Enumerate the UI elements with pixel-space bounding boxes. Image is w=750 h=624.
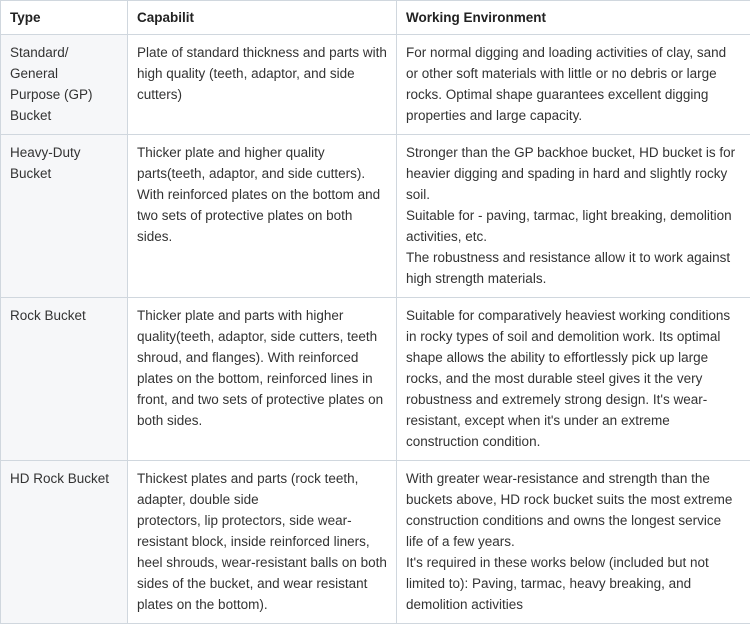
cell-capability <box>128 35 397 135</box>
table-row <box>1 298 750 461</box>
cell-text: The robustness and resistance allow it to work against high strength materials. <box>406 247 741 289</box>
table-row <box>1 135 750 298</box>
cell-text: Stronger than the GP backhoe bucket, HD bucket is for heavier digging and spading in hard and slightly rocky soil. <box>406 142 741 205</box>
table-header-row <box>1 1 750 35</box>
cell-type: Heavy-Duty Bucket <box>1 135 128 298</box>
cell-text: Suitable for comparatively heaviest working conditions in rocky types of soil and demolition work. Its optimal shape allows the ability to effortlessly pick up large rocks, and the most durable steel gives it the very robustness and extremely strong design. It's wear-resistant, except when it's under an extreme construction condition. <box>406 305 741 452</box>
cell-text: protectors, lip protectors, side wear-resistant block, inside reinforced liners, heel shrouds, wear-resistant balls on both sides of the bucket, and wear resistant plates on the bottom). <box>137 510 387 615</box>
cell-text: Thicker plate and higher quality parts(teeth, adaptor, and side cutters). With reinforced plates on the bottom and two sets of protective plates on both sides. <box>137 142 387 247</box>
cell-environment <box>397 135 750 298</box>
header-capability: Capabilit <box>128 1 397 35</box>
table-row <box>1 35 750 135</box>
cell-environment <box>397 461 750 624</box>
cell-environment <box>397 35 750 135</box>
cell-text: For normal digging and loading activities of clay, sand or other soft materials with little or no debris or large rocks. Optimal shape guarantees excellent digging properties and large capacity. <box>406 42 741 126</box>
cell-type: Standard/ General Purpose (GP) Bucket <box>1 35 128 135</box>
header-working-environment: Working Environment <box>397 1 750 35</box>
cell-environment <box>397 298 750 461</box>
cell-text: Suitable for - paving, tarmac, light breaking, demolition activities, etc. <box>406 205 741 247</box>
cell-text: Thickest plates and parts (rock teeth, adapter, double side <box>137 468 387 510</box>
cell-text: With greater wear-resistance and strength than the buckets above, HD rock bucket suits the most extreme construction conditions and owns the longest service life of a few years. <box>406 468 741 552</box>
cell-text: Plate of standard thickness and parts with high quality (teeth, adaptor, and side cutters) <box>137 42 387 105</box>
cell-text: It's required in these works below (included but not limited to): Paving, tarmac, heavy breaking, and demolition activities <box>406 552 741 615</box>
cell-capability <box>128 461 397 624</box>
table-row <box>1 461 750 624</box>
cell-type: HD Rock Bucket <box>1 461 128 624</box>
header-type: Type <box>1 1 128 35</box>
cell-text: Thicker plate and parts with higher quality(teeth, adaptor, side cutters, teeth shroud, and flanges). With reinforced plates on the bottom, reinforced lines in front, and two sets of protective plates on both sides. <box>137 305 387 431</box>
cell-type: Rock Bucket <box>1 298 128 461</box>
cell-capability <box>128 298 397 461</box>
cell-capability <box>128 135 397 298</box>
